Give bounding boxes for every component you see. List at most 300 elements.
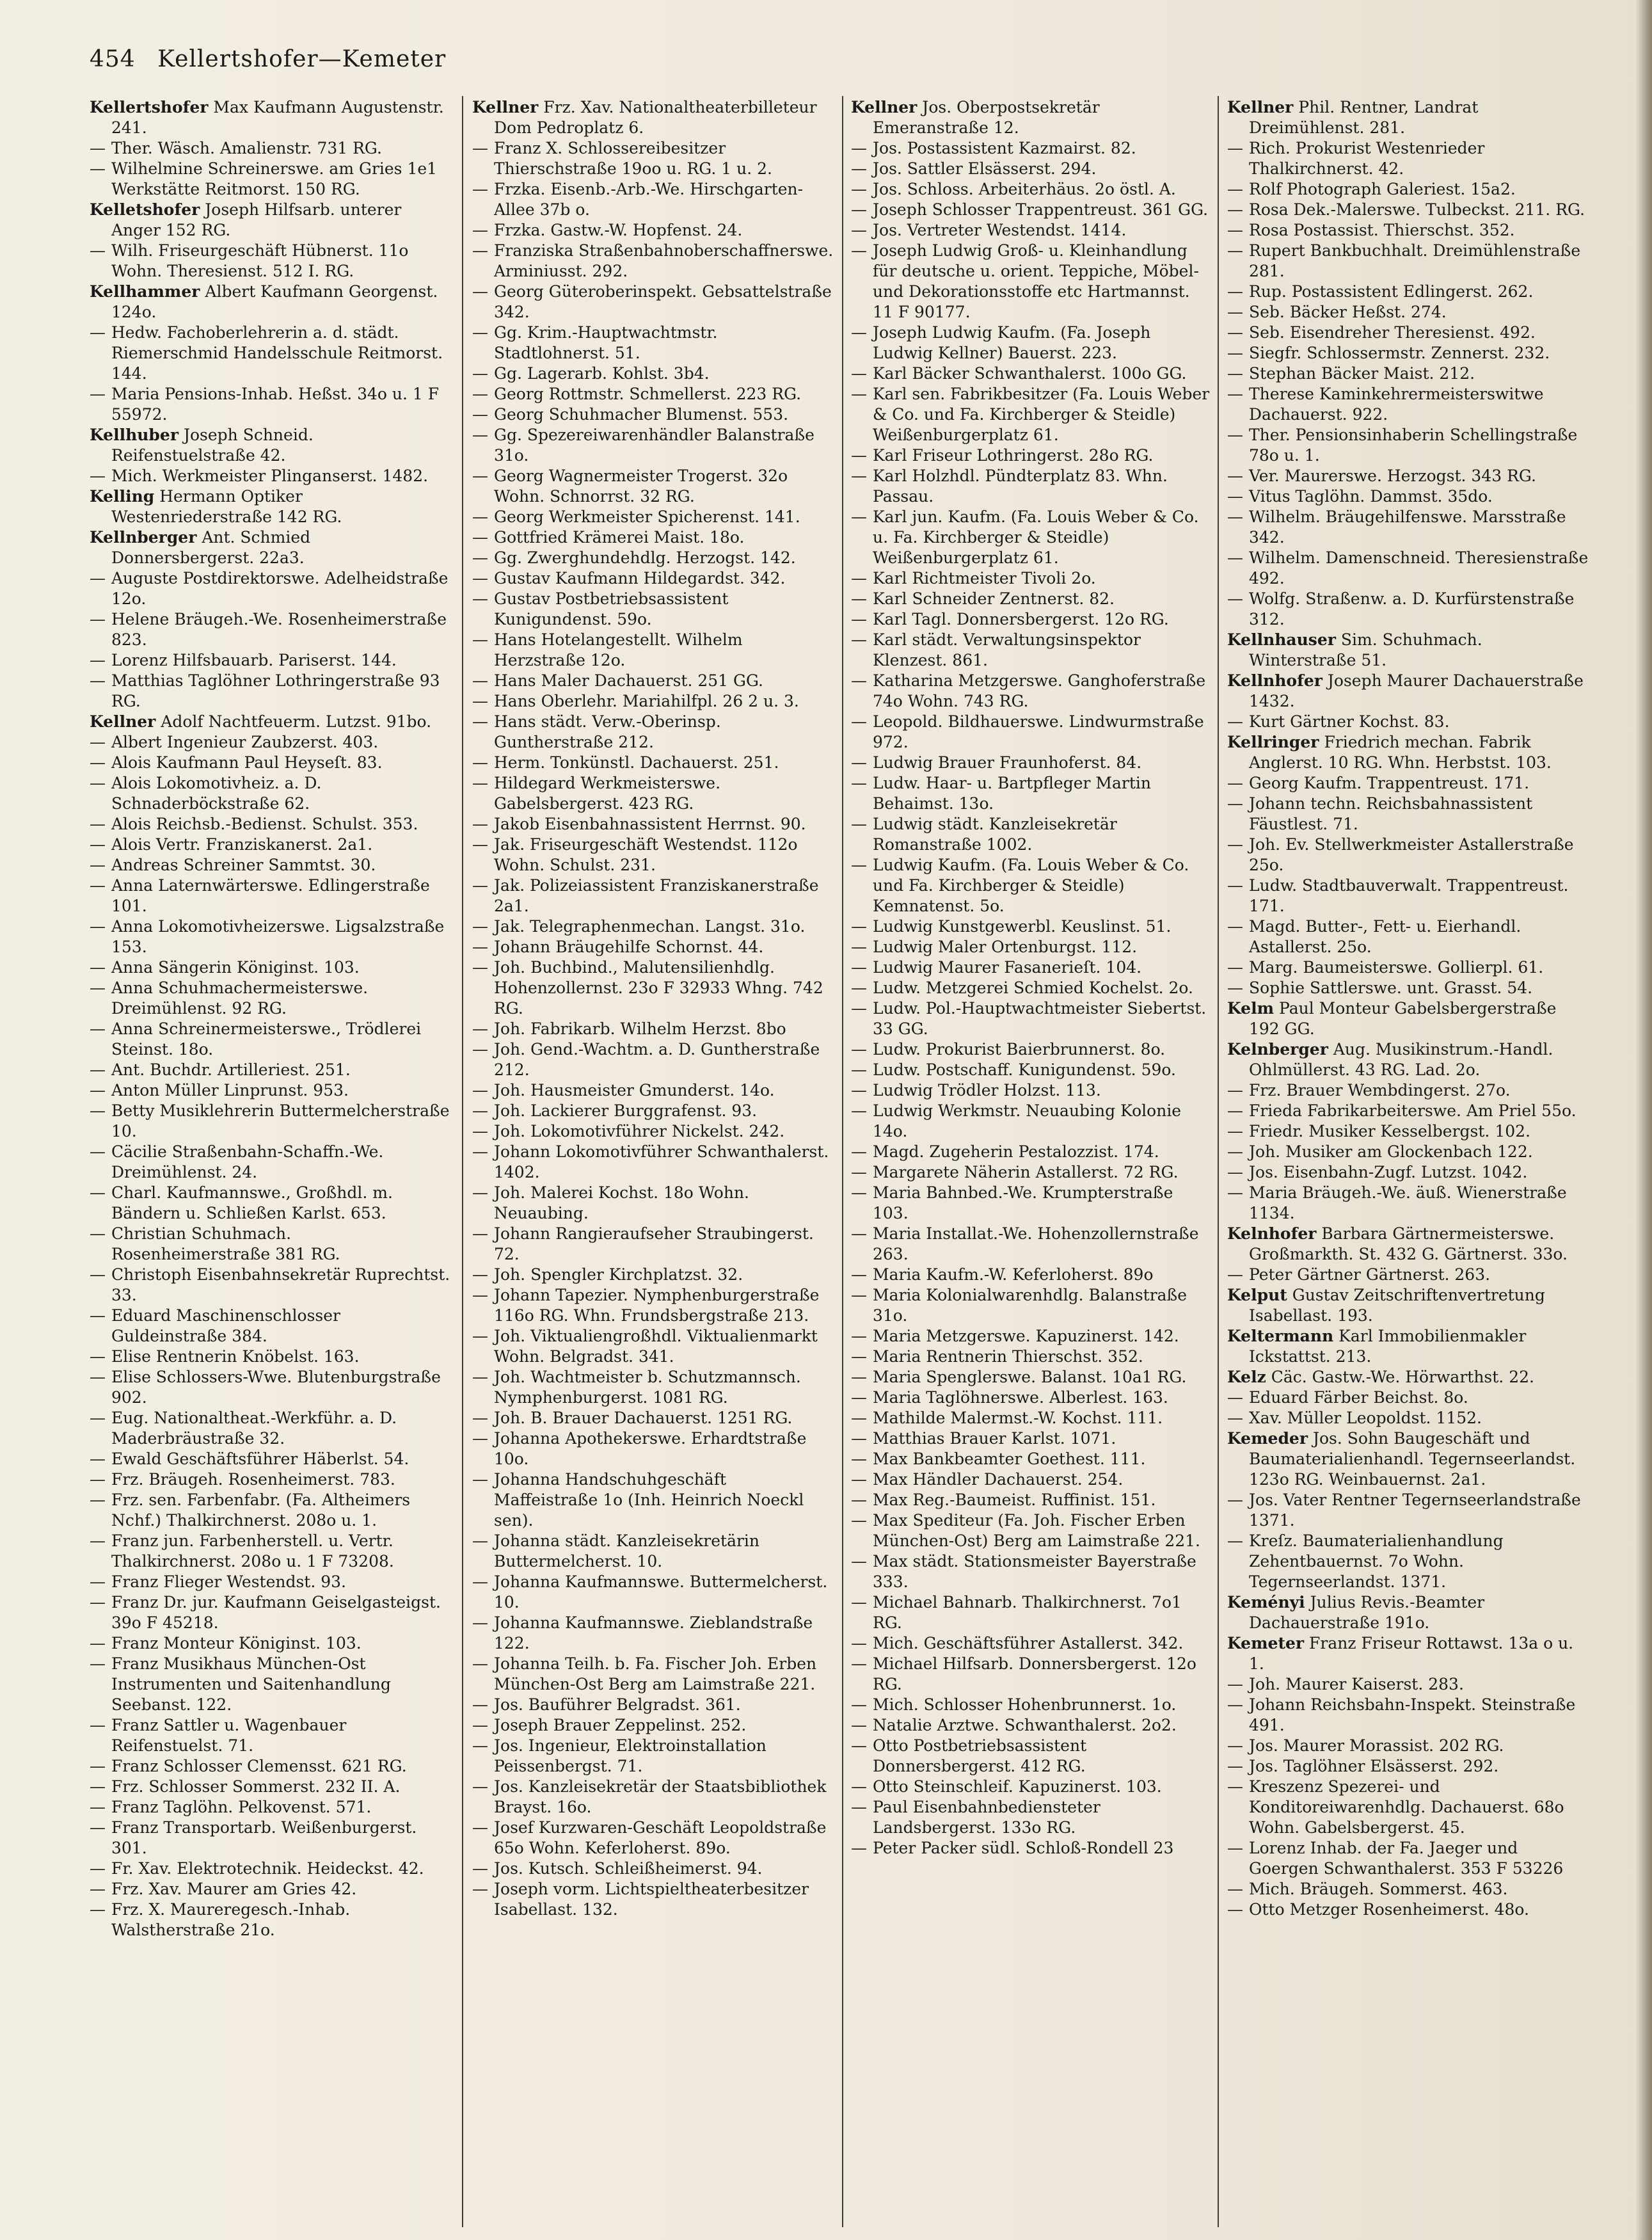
continuation-dash: — [472, 1327, 488, 1345]
directory-entry [90, 159, 452, 200]
continuation-dash: — [1227, 876, 1243, 895]
directory-entry [90, 1101, 452, 1142]
directory-entry [472, 1285, 834, 1326]
continuation-dash: — [472, 1470, 488, 1489]
entry-text: Ludwig Maler Ortenburgst. 112. [873, 938, 1138, 956]
surname-entry [1227, 1326, 1589, 1367]
directory-entry [472, 630, 834, 671]
directory-entry [90, 1756, 452, 1777]
continuation-dash: — [90, 1634, 106, 1652]
directory-entry [851, 814, 1213, 855]
entry-text: Joh. Fabrikarb. Wilhelm Herzst. 8bo [494, 1020, 786, 1038]
directory-entry [851, 1285, 1213, 1326]
entry-text: Sophie Sattlerswe. unt. Grasst. 54. [1249, 979, 1533, 997]
entry-text: Johann techn. Reichsbahnassistent Fäustlest. 71. [1249, 794, 1533, 833]
entry-text: Franz Monteur Königinst. 103. [111, 1634, 361, 1652]
continuation-dash: — [472, 1654, 488, 1673]
continuation-dash: — [472, 815, 488, 833]
continuation-dash: — [851, 1183, 867, 1202]
continuation-dash: — [472, 1777, 488, 1796]
entry-text: Georg Schuhmacher Blumenst. 553. [494, 405, 789, 424]
entry-text: Frz. Schlosser Sommerst. 232 II. A. [111, 1777, 401, 1796]
entry-text: Xav. Müller Leopoldst. 1152. [1249, 1409, 1482, 1427]
directory-entry [90, 1592, 452, 1633]
continuation-dash: — [1227, 835, 1243, 854]
continuation-dash: — [90, 958, 106, 977]
directory-entry [90, 855, 452, 876]
continuation-dash: — [1227, 508, 1243, 526]
directory-entry [472, 1101, 834, 1121]
surname-entry [472, 97, 834, 138]
continuation-dash: — [472, 630, 488, 649]
directory-entry [90, 916, 452, 957]
continuation-dash: — [851, 1491, 867, 1509]
continuation-dash: — [851, 589, 867, 608]
continuation-dash: — [90, 1265, 106, 1284]
entry-text: Joh. Lokomotivführer Nickelst. 242. [494, 1122, 785, 1140]
directory-entry [851, 466, 1213, 507]
continuation-dash: — [1227, 1695, 1243, 1714]
directory-entry [851, 1347, 1213, 1367]
continuation-dash: — [851, 1388, 867, 1407]
entry-text: Karl Richtmeister Tivoli 2o. [873, 569, 1096, 588]
entry-text: Franz Musikhaus München-Ost Instrumenten und Saitenhandlung Seebanst. 122. [111, 1654, 391, 1714]
entry-text: Joseph Hilfsarb. unterer Anger 152 RG. [111, 200, 402, 239]
continuation-dash: — [851, 1798, 867, 1816]
entry-text: Karl sen. Fabrikbesitzer (Fa. Louis Weber & Co. und Fa. Kirchberger & Steidle) Weißenburgerplatz 61. [873, 385, 1210, 444]
continuation-dash: — [851, 1265, 867, 1284]
directory-entry [1227, 1756, 1589, 1777]
directory-entry [472, 835, 834, 876]
surname: Kelletshofer [90, 200, 200, 219]
directory-entry [90, 1797, 452, 1818]
entry-text: Elise Rentnerin Knöbelst. 163. [111, 1347, 360, 1366]
entry-text: Franz X. Schlossereibesitzer Thierschstraße 19oo u. RG. 1 u. 2. [494, 139, 772, 178]
entry-text: Seb. Bäcker Heßst. 274. [1249, 303, 1447, 321]
directory-entry [472, 1654, 834, 1695]
directory-entry [851, 1183, 1213, 1224]
continuation-dash: — [851, 241, 867, 260]
directory-entry [90, 138, 452, 159]
directory-entry [472, 1142, 834, 1183]
entry-text: Eug. Nationaltheat.-Werkführ. a. D. Maderbräustraße 32. [111, 1409, 397, 1448]
entry-text: Julius Revis.-Beamter Dachauerstraße 191o. [1249, 1593, 1485, 1632]
entry-text: Rosa Postassist. Thierschst. 352. [1249, 221, 1515, 239]
directory-entry [90, 1347, 452, 1367]
continuation-dash: — [90, 815, 106, 833]
entry-text: Matthias Brauer Karlst. 1071. [873, 1429, 1116, 1448]
entry-text: Sim. Schuhmach. Winterstraße 51. [1249, 630, 1482, 669]
directory-entry [1227, 179, 1589, 200]
directory-entry [472, 1777, 834, 1818]
directory-entry [472, 814, 834, 835]
surname: Kelnberger [1227, 1040, 1328, 1059]
directory-entry [472, 1428, 834, 1469]
entry-text: Joseph Brauer Zeppelinst. 252. [494, 1716, 747, 1734]
continuation-dash: — [472, 1183, 488, 1202]
entry-text: Joh. Malerei Kochst. 18o Wohn. Neuaubing. [494, 1183, 749, 1222]
directory-entry [90, 773, 452, 814]
directory-entry [472, 671, 834, 691]
entry-text: Max Händler Dachauerst. 254. [873, 1470, 1124, 1489]
continuation-dash: — [90, 1572, 106, 1591]
entry-text: Alois Vertr. Franziskanerst. 2a1. [111, 835, 373, 854]
directory-entry [1227, 323, 1589, 343]
entry-text: Christian Schuhmach. Rosenheimerstraße 381 RG. [111, 1224, 340, 1263]
entry-text: Hans städt. Verw.-Oberinsp. Guntherstraße 212. [494, 712, 721, 751]
surname-entry [1227, 630, 1589, 671]
entry-text: Anna Lokomotivheizerswe. Ligsalzstraße 153. [111, 917, 445, 956]
entry-text: Joh. Musiker am Glockenbach 122. [1249, 1142, 1533, 1161]
continuation-dash: — [851, 1695, 867, 1714]
directory-entry [472, 1183, 834, 1224]
directory-column-1 [90, 97, 452, 2228]
directory-entry [851, 1162, 1213, 1183]
directory-entry [851, 1695, 1213, 1715]
continuation-dash: — [90, 467, 106, 485]
continuation-dash: — [472, 753, 488, 772]
entry-text: Franz Flieger Westendst. 93. [111, 1572, 347, 1591]
directory-entry [851, 957, 1213, 978]
continuation-dash: — [90, 753, 106, 772]
entry-text: Joh. Lackierer Burggrafenst. 93. [494, 1101, 758, 1120]
directory-entry [1227, 712, 1589, 732]
directory-entry [1227, 794, 1589, 835]
entry-text: Joseph Ludwig Groß- u. Kleinhandlung für deutsche u. orient. Teppiche, Möbel- und Dekorationsstoffe etc Hartmannst. 11 F 90177. [873, 241, 1199, 321]
entry-text: Gustav Kaufmann Hildegardst. 342. [494, 569, 786, 588]
entry-text: Karl jun. Kaufm. (Fa. Louis Weber & Co. u. Fa. Kirchberger & Steidle) Weißenburgerplatz 61. [873, 508, 1199, 567]
entry-text: Lorenz Hilfsbauarb. Pariserst. 144. [111, 651, 397, 669]
continuation-dash: — [472, 589, 488, 608]
directory-entry [1227, 1879, 1589, 1900]
entry-text: Jos. Bauführer Belgradst. 361. [494, 1695, 741, 1714]
entry-text: Jos. Oberpostsekretär Emeranstraße 12. [873, 98, 1100, 137]
entry-text: Joh. Buchbind., Malutensilienhdlg. Hohenzollernst. 23o F 32933 Whng. 742 RG. [494, 958, 823, 1018]
entry-text: Mathilde Malermst.-W. Kochst. 111. [873, 1409, 1163, 1427]
continuation-dash: — [851, 200, 867, 219]
entry-text: Margarete Näherin Astallerst. 72 RG. [873, 1163, 1179, 1181]
surname-entry [1227, 1428, 1589, 1490]
directory-entry [472, 220, 834, 241]
entry-text: Georg Kaufm. Trappentreust. 171. [1249, 774, 1530, 792]
entry-text: Wilh. Friseurgeschäft Hübnerst. 11o Wohn. Theresienst. 512 I. RG. [111, 241, 409, 280]
entry-text: Jos. Taglöhner Elsässerst. 292. [1249, 1757, 1499, 1775]
entry-text: Max städt. Stationsmeister Bayerstraße 333. [873, 1552, 1196, 1591]
entry-text: Franz Transportarb. Weißenburgerst. 301. [111, 1818, 417, 1857]
continuation-dash: — [851, 1839, 867, 1857]
entry-text: Johanna Apothekerswe. Erhardtstraße 10o. [494, 1429, 807, 1468]
continuation-dash: — [1227, 794, 1243, 813]
directory-entry [90, 671, 452, 712]
surname: Kellner [851, 98, 917, 116]
entry-text: Vitus Taglöhn. Dammst. 35do. [1249, 487, 1493, 506]
entry-text: Natalie Arztwe. Schwanthalerst. 2o2. [873, 1716, 1177, 1734]
entry-text: Wilhelmine Schreinerswe. am Gries 1e1 Werkstätte Reitmorst. 150 RG. [111, 159, 438, 198]
continuation-dash: — [90, 733, 106, 751]
directory-entry [851, 609, 1213, 630]
continuation-dash: — [472, 1368, 488, 1386]
continuation-dash: — [472, 1081, 488, 1100]
directory-entry [1227, 1838, 1589, 1879]
continuation-dash: — [851, 712, 867, 731]
continuation-dash: — [851, 1224, 867, 1243]
directory-entry [90, 568, 452, 609]
entry-text: Frz. sen. Farbenfabr. (Fa. Altheimers Nchf.) Thalkirchnerst. 208o u. 1. [111, 1491, 411, 1530]
entry-text: Katharina Metzgerswe. Ganghoferstraße 74o Wohn. 743 RG. [873, 671, 1206, 710]
directory-entry [851, 671, 1213, 712]
entry-text: Ludw. Haar- u. Bartpfleger Martin Behaimst. 13o. [873, 774, 1152, 813]
entry-text: Max Spediteur (Fa. Joh. Fischer Erben München-Ost) Berg am Laimstraße 221. [873, 1511, 1200, 1550]
directory-entry [851, 1408, 1213, 1428]
surname-entry [1227, 1285, 1589, 1326]
entry-text: Ewald Geschäftsführer Häberlst. 54. [111, 1450, 409, 1468]
entry-text: Therese Kaminkehrermeisterswitwe Dachauerst. 922. [1249, 385, 1544, 424]
directory-entry [90, 1572, 452, 1592]
directory-entry [90, 1900, 452, 1940]
entry-text: Frieda Fabrikarbeiterswe. Am Priel 55o. [1249, 1101, 1577, 1120]
continuation-dash: — [90, 610, 106, 628]
directory-entry [472, 1695, 834, 1715]
entry-text: Johanna Teilh. b. Fa. Fischer Joh. Erben München-Ost Berg am Laimstraße 221. [494, 1654, 817, 1693]
entry-text: Matthias Taglöhner Lothringerstraße 93 RG. [111, 671, 440, 710]
directory-entry [1227, 1142, 1589, 1162]
directory-entry [851, 220, 1213, 241]
surname: Kemeder [1227, 1429, 1308, 1448]
entry-text: Max Kaufmann Augustenstr. 241. [111, 98, 444, 137]
surname: Keltermann [1227, 1327, 1334, 1345]
entry-text: Joh. Spengler Kirchplatzst. 32. [494, 1265, 743, 1284]
surname: Kelm [1227, 999, 1275, 1018]
directory-entry [851, 1838, 1213, 1859]
entry-text: Joh. B. Brauer Dachauerst. 1251 RG. [494, 1409, 793, 1427]
directory-entry [1227, 1531, 1589, 1592]
directory-entry [1227, 1408, 1589, 1428]
continuation-dash: — [1227, 712, 1243, 731]
surname-entry [90, 486, 452, 527]
directory-entry [1227, 589, 1589, 630]
continuation-dash: — [472, 548, 488, 567]
entry-text: Wilhelm. Damenschneid. Theresienstraße 492. [1249, 548, 1589, 588]
entry-text: Albert Ingenieur Zaubzerst. 403. [111, 733, 379, 751]
continuation-dash: — [90, 1368, 106, 1386]
entry-text: Jakob Eisenbahnassistent Herrnst. 90. [494, 815, 806, 833]
directory-entry [472, 282, 834, 323]
entry-text: Jos. Sattler Elsässerst. 294. [873, 159, 1097, 178]
continuation-dash: — [851, 1040, 867, 1059]
directory-entry [1227, 1183, 1589, 1224]
continuation-dash: — [472, 876, 488, 895]
continuation-dash: — [90, 876, 106, 895]
continuation-dash: — [851, 958, 867, 977]
continuation-dash: — [472, 241, 488, 260]
continuation-dash: — [851, 774, 867, 792]
directory-entry [90, 1224, 452, 1265]
directory-entry [472, 712, 834, 753]
directory-entry [1227, 773, 1589, 794]
entry-text: Kreszenz Spezerei- und Konditoreiwarenhdlg. Dachauerst. 68o Wohn. Gabelsbergerst. 45. [1249, 1777, 1564, 1837]
directory-entry [472, 138, 834, 179]
entry-text: Frzka. Gastw.-W. Hopfenst. 24. [494, 221, 743, 239]
surname-entry [851, 97, 1213, 138]
continuation-dash: — [1227, 1675, 1243, 1693]
entry-text: Herm. Tonkünstl. Dachauerst. 251. [494, 753, 779, 772]
entry-text: Gottfried Krämerei Maist. 18o. [494, 528, 745, 547]
continuation-dash: — [1227, 1081, 1243, 1100]
continuation-dash: — [472, 1716, 488, 1734]
directory-entry [90, 1633, 452, 1654]
entry-text: Marg. Baumeisterswe. Gollierpl. 61. [1249, 958, 1544, 977]
continuation-dash: — [1227, 1265, 1243, 1284]
continuation-dash: — [851, 979, 867, 997]
surname-entry [90, 527, 452, 568]
continuation-dash: — [851, 856, 867, 874]
entry-text: Gg. Lagerarb. Kohlst. 3b4. [494, 364, 710, 383]
surname: Kellnhofer [1227, 671, 1322, 690]
entry-text: Maria Metzgerswe. Kapuzinerst. 142. [873, 1327, 1179, 1345]
entry-text: Ludwig Brauer Fraunhoferst. 84. [873, 753, 1142, 772]
continuation-dash: — [90, 1306, 106, 1325]
directory-entry [851, 507, 1213, 568]
entry-text: Maria Bahnbed.-We. Krumpterstraße 103. [873, 1183, 1173, 1222]
entry-text: Johanna städt. Kanzleisekretärin Buttermelcherst. 10. [494, 1532, 760, 1571]
directory-entry [90, 1859, 452, 1879]
continuation-dash: — [1227, 1491, 1243, 1509]
directory-entry [1227, 138, 1589, 179]
directory-entry [472, 937, 834, 957]
continuation-dash: — [90, 1798, 106, 1816]
continuation-dash: — [851, 1327, 867, 1345]
directory-entry [851, 159, 1213, 179]
entry-text: Jos. Eisenbahn-Zugf. Lutzst. 1042. [1249, 1163, 1528, 1181]
continuation-dash: — [472, 1736, 488, 1755]
directory-entry [472, 179, 834, 220]
directory-entry [472, 1408, 834, 1428]
surname: Kelz [1227, 1368, 1266, 1386]
entry-text: Josef Kurzwaren-Geschäft Leopoldstraße 65o Wohn. Keferloherst. 89o. [494, 1818, 827, 1857]
continuation-dash: — [851, 1081, 867, 1100]
entry-text: Johann Rangieraufseher Straubingerst. 72. [494, 1224, 814, 1263]
entry-text: Maria Kolonialwarenhdlg. Balanstraße 31o. [873, 1286, 1187, 1325]
continuation-dash: — [1227, 548, 1243, 567]
page-edge-shadow [1635, 0, 1652, 2240]
entry-text: Auguste Postdirektorswe. Adelheidstraße 12o. [111, 569, 449, 608]
directory-entry [1227, 466, 1589, 486]
continuation-dash: — [472, 569, 488, 588]
continuation-dash: — [1227, 1142, 1243, 1161]
entry-text: Franz Schlosser Clemensst. 621 RG. [111, 1757, 407, 1775]
entry-text: Jak. Friseurgeschäft Westendst. 112o Wohn. Schulst. 231. [494, 835, 798, 874]
entry-text: Frz. Bräugeh. Rosenheimerst. 783. [111, 1470, 395, 1489]
continuation-dash: — [851, 1777, 867, 1796]
directory-entry [90, 753, 452, 773]
entry-text: Johanna Handschuhgeschäft Maffeistraße 1o (Inh. Heinrich Noeckl sen). [494, 1470, 804, 1530]
entry-text: Phil. Rentner, Landrat Dreimühlenst. 281. [1249, 98, 1479, 137]
entry-text: Georg Werkmeister Spicherenst. 141. [494, 508, 800, 526]
directory-column-3 [851, 97, 1213, 2228]
entry-text: Alois Kaufmann Paul Heyseſt. 83. [111, 753, 383, 772]
directory-entry [90, 978, 452, 1019]
column-rule [462, 96, 463, 2227]
surname: Kelput [1227, 1286, 1287, 1304]
entry-text: Fr. Xav. Elektrotechnik. Heideckst. 42. [111, 1859, 424, 1878]
entry-text: Franz Dr. jur. Kaufmann Geiselgasteigst. 39o F 45218. [111, 1593, 441, 1632]
surname: Kellner [90, 712, 156, 731]
continuation-dash: — [472, 938, 488, 956]
entry-text: Kurt Gärtner Kochst. 83. [1249, 712, 1450, 731]
directory-entry [851, 1367, 1213, 1388]
entry-text: Jos. Sohn Baugeschäft und Baumaterialienhandl. Tegernseerlandst. 123o RG. Weinbauernst. 2a1. [1249, 1429, 1576, 1489]
continuation-dash: — [472, 528, 488, 547]
entry-text: Karl Tagl. Donnersbergerst. 12o RG. [873, 610, 1169, 628]
directory-entry [90, 1715, 452, 1756]
entry-text: Ther. Wäsch. Amalienstr. 731 RG. [111, 139, 382, 157]
directory-entry [472, 1736, 834, 1777]
entry-text: Franz Sattler u. Wagenbauer Reifenstuelst. 71. [111, 1716, 347, 1755]
continuation-dash: — [90, 1470, 106, 1489]
continuation-dash: — [1227, 1900, 1243, 1919]
continuation-dash: — [851, 1409, 867, 1427]
continuation-dash: — [851, 180, 867, 198]
directory-entry [472, 1039, 834, 1080]
directory-entry [90, 650, 452, 671]
continuation-dash: — [851, 446, 867, 465]
directory-column-4 [1227, 97, 1589, 2228]
entry-text: Jos. Maurer Morassist. 202 RG. [1249, 1736, 1504, 1755]
directory-entry [851, 568, 1213, 589]
continuation-dash: — [472, 467, 488, 485]
continuation-dash: — [472, 508, 488, 526]
directory-entry [851, 855, 1213, 916]
entry-text: Barbara Gärtnermeisterswe. Großmarkth. St. 432 G. Gärtnerst. 33o. [1249, 1224, 1568, 1263]
entry-text: Frz. X. Maureregesch.-Inhab. Walstherstraße 21o. [111, 1900, 351, 1939]
continuation-dash: — [90, 1900, 106, 1919]
continuation-dash: — [1227, 323, 1243, 342]
directory-entry [90, 1080, 452, 1101]
directory-entry [90, 957, 452, 978]
entry-text: Ludw. Postschaff. Kunigundenst. 59o. [873, 1060, 1176, 1079]
directory-entry [851, 773, 1213, 814]
entry-text: Maria Installat.-We. Hohenzollernstraße 263. [873, 1224, 1199, 1263]
directory-entry [90, 1060, 452, 1080]
entry-text: Helene Bräugeh.-We. Rosenheimerstraße 823. [111, 610, 447, 649]
entry-text: Alois Reichsb.-Bedienst. Schulst. 353. [111, 815, 418, 833]
surname-entry [90, 97, 452, 138]
entry-text: Franziska Straßenbahnoberschaffnerswe. Arminiusst. 292. [494, 241, 834, 280]
continuation-dash: — [472, 282, 488, 301]
directory-entry [1227, 1777, 1589, 1838]
continuation-dash: — [1227, 180, 1243, 198]
directory-entry [90, 1306, 452, 1347]
directory-entry [472, 384, 834, 404]
directory-entry [851, 1551, 1213, 1592]
directory-entry [90, 1142, 452, 1183]
surname-entry [1227, 998, 1589, 1039]
continuation-dash: — [851, 1716, 867, 1734]
directory-entry [1227, 916, 1589, 957]
directory-entry [1227, 978, 1589, 998]
continuation-dash: — [90, 1777, 106, 1796]
continuation-dash: — [1227, 467, 1243, 485]
entry-text: Friedr. Musiker Kesselbergst. 102. [1249, 1122, 1530, 1140]
continuation-dash: — [90, 139, 106, 157]
continuation-dash: — [851, 508, 867, 526]
directory-entry [472, 364, 834, 384]
continuation-dash: — [851, 1368, 867, 1386]
entry-text: Johann Reichsbahn-Inspekt. Steinstraße 491. [1249, 1695, 1576, 1734]
directory-entry [90, 466, 452, 486]
continuation-dash: — [472, 1859, 488, 1878]
entry-text: Ludw. Stadtbauverwalt. Trappentreust. 171. [1249, 876, 1569, 915]
